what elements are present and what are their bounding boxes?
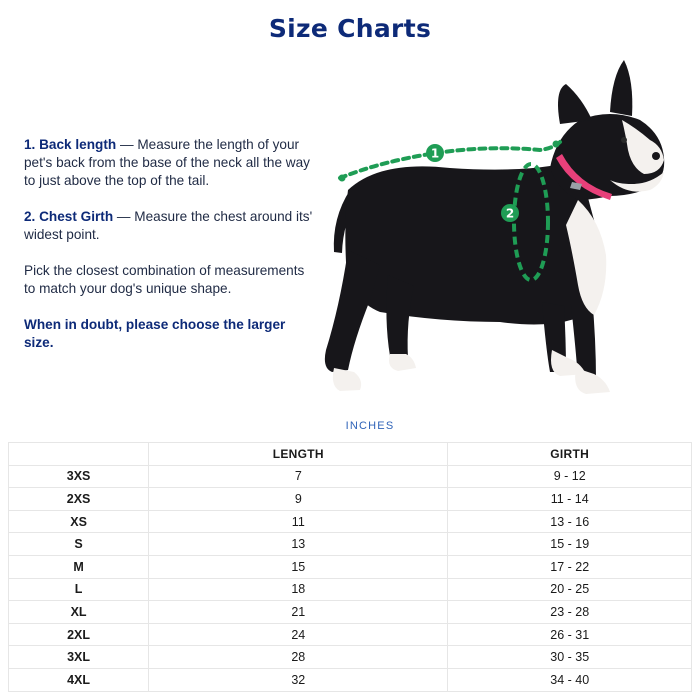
header-length: LENGTH (149, 443, 448, 466)
girth-cell: 17 - 22 (448, 555, 692, 578)
dog-icon (325, 60, 664, 394)
table-row (9, 601, 692, 624)
size-cell: XS (9, 510, 149, 533)
size-cell: 2XL (9, 623, 149, 646)
length-cell: 18 (149, 578, 448, 601)
length-cell: 15 (149, 555, 448, 578)
girth-cell: 26 - 31 (448, 623, 692, 646)
size-chart-table (8, 442, 692, 692)
table-row (9, 533, 692, 556)
girth-cell: 20 - 25 (448, 578, 692, 601)
length-cell: 32 (149, 668, 448, 691)
girth-cell: 34 - 40 (448, 668, 692, 691)
table-row (9, 488, 692, 511)
table-row (9, 555, 692, 578)
dog-measurement-illustration (310, 50, 695, 405)
back-length-marker: 1 (430, 146, 440, 161)
girth-cell: 15 - 19 (448, 533, 692, 556)
units-label: INCHES (345, 420, 395, 432)
length-cell: 9 (149, 488, 448, 511)
table-row (9, 510, 692, 533)
length-cell: 11 (149, 510, 448, 533)
girth-cell: 30 - 35 (448, 646, 692, 669)
length-cell: 28 (149, 646, 448, 669)
size-cell: L (9, 578, 149, 601)
chest-girth-marker: 2 (505, 206, 515, 221)
girth-cell: 9 - 12 (448, 465, 692, 488)
length-cell: 21 (149, 601, 448, 624)
doubt-advice: When in doubt, please choose the larger size. (24, 317, 286, 350)
length-cell: 24 (149, 623, 448, 646)
chest-girth-label: 2. Chest Girth (24, 209, 114, 224)
table-row (9, 646, 692, 669)
header-girth: GIRTH (448, 443, 692, 466)
size-cell: S (9, 533, 149, 556)
table-row (9, 623, 692, 646)
table-header-row (9, 443, 692, 466)
pick-combination-text: Pick the closest combination of measurements to match your dog's unique shape. (24, 263, 305, 296)
girth-cell: 11 - 14 (448, 488, 692, 511)
back-length-label: 1. Back length (24, 137, 117, 152)
size-cell: 3XS (9, 465, 149, 488)
girth-cell: 23 - 28 (448, 601, 692, 624)
girth-cell: 13 - 16 (448, 510, 692, 533)
size-cell: M (9, 555, 149, 578)
table-row (9, 465, 692, 488)
header-size (9, 443, 149, 466)
chest-girth-text: — Measure the chest around its' widest point. (24, 209, 313, 242)
size-cell: 3XL (9, 646, 149, 669)
measurement-instructions (24, 136, 314, 370)
length-cell: 7 (149, 465, 448, 488)
size-cell: 4XL (9, 668, 149, 691)
chest-girth-instruction (24, 208, 314, 244)
table-row (9, 578, 692, 601)
table-row (9, 668, 692, 691)
size-cell: 2XS (9, 488, 149, 511)
back-length-text: — Measure the length of your pet's back from the base of the neck all the way to just above the top of the tail. (24, 137, 310, 188)
length-cell: 13 (149, 533, 448, 556)
size-cell: XL (9, 601, 149, 624)
page-title: Size Charts (268, 14, 432, 43)
back-length-instruction (24, 136, 314, 190)
